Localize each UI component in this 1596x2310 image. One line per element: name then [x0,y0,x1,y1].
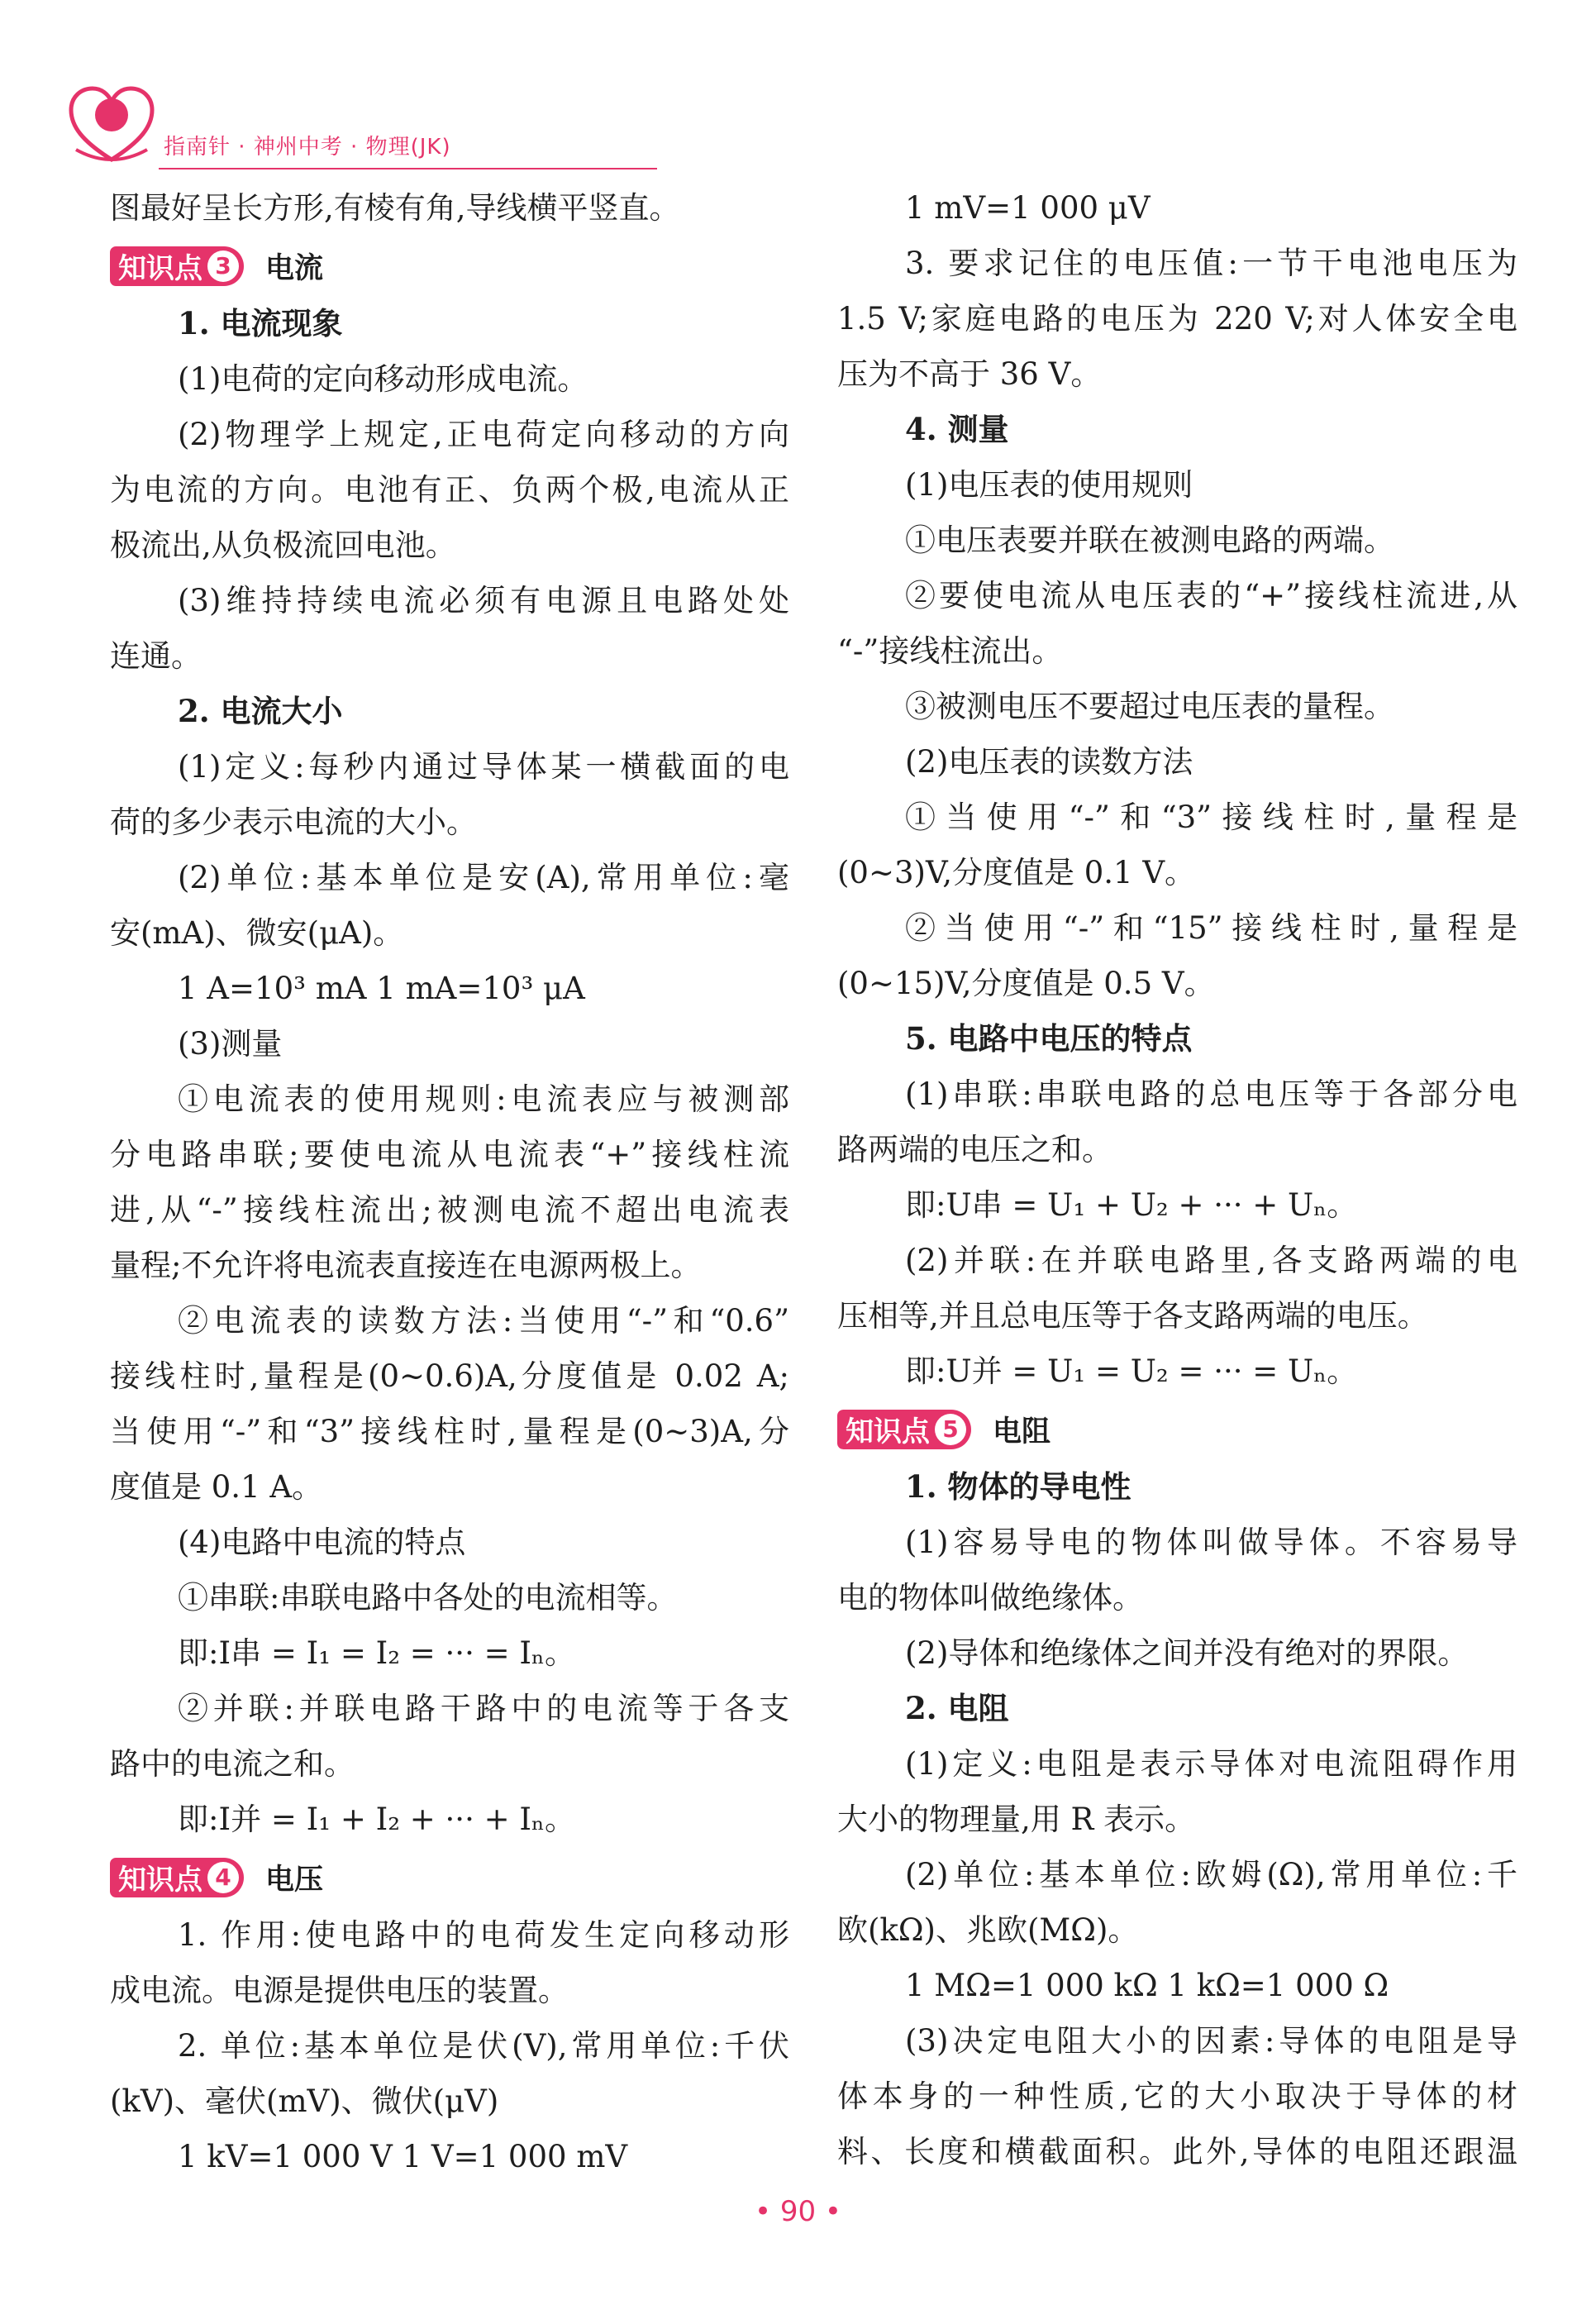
text-line: 安(mA)、微安(μA)。 [110,915,404,951]
knowledge-point-label: 知识点 [846,1415,930,1449]
text-line: 欧(kΩ)、兆欧(MΩ)。 [837,1912,1139,1948]
text-line: 5. 电路中电压的特点 [905,1020,1193,1057]
text-line: 1. 作用:使电路中的电荷发生定向移动形 [178,1917,789,1953]
text-line: 1 MΩ=1 000 kΩ 1 kΩ=1 000 Ω [905,1968,1389,2003]
knowledge-point-number: 4 [207,1862,239,1893]
text-line: 1.5 V;家庭电路的电压为 220 V;对人体安全电 [837,301,1517,336]
text-line: 电的物体叫做绝缘体。 [837,1580,1143,1616]
knowledge-point-heading [110,1847,789,1907]
text-line: 图最好呈长方形,有棱有角,导线横平竖直。 [110,190,680,226]
text-line: 量程;不允许将电流表直接连在电源两极上。 [110,1248,702,1283]
text-line: ①当使用“-”和“3”接线柱时,量程是 [905,799,1517,835]
text-line: 2. 电流大小 [178,693,343,729]
text-line: 进,从“-”接线柱流出;被测电流不超出电流表 [110,1192,789,1228]
text-line: 当使用“-”和“3”接线柱时,量程是(0~3)A,分 [110,1414,789,1449]
text-line: 即:U串 = U₁ + U₂ + ··· + Uₙ。 [905,1187,1358,1223]
text-line: (2)电压表的读数方法 [905,744,1193,780]
knowledge-point-heading [837,1399,1517,1459]
right-column [837,180,1517,2179]
heart-logo-icon [66,84,157,166]
text-line: ①电压表要并联在被测电路的两端。 [905,523,1394,558]
text-line: 分电路串联;要使电流从电流表“+”接线柱流 [110,1137,789,1172]
text-line: 大小的物理量,用 R 表示。 [837,1802,1196,1837]
text-line: (2)物理学上规定,正电荷定向移动的方向 [178,417,789,452]
text-line: 极流出,从负极流回电池。 [110,527,456,563]
left-column [110,180,789,2184]
text-line: 接线柱时,量程是(0~0.6)A,分度值是 0.02 A; [110,1358,789,1394]
text-line: 连通。 [110,638,202,674]
knowledge-point-badge [837,1410,971,1449]
knowledge-point-number: 5 [935,1414,966,1445]
text-line: 1. 物体的导电性 [905,1468,1131,1505]
text-line: 即:U并 = U₁ = U₂ = ··· = Uₙ。 [905,1353,1358,1389]
text-line: 料、长度和横截面积。此外,导体的电阻还跟温 [837,2134,1517,2169]
text-line: 2. 电阻 [905,1690,1009,1726]
page-header [66,79,595,169]
knowledge-point-badge [110,1858,244,1897]
knowledge-point-title: 电压 [265,1863,324,1897]
text-line: 路两端的电压之和。 [837,1132,1112,1167]
text-line: “-”接线柱流出。 [837,633,1063,669]
text-line: 荷的多少表示电流的大小。 [110,804,477,840]
knowledge-point-heading [110,236,789,296]
text-line: 1 A=10³ mA 1 mA=10³ μA [178,971,585,1006]
text-line: ②当使用“-”和“15”接线柱时,量程是 [905,910,1517,946]
knowledge-point-label: 知识点 [118,252,202,285]
text-line: (3)测量 [178,1026,283,1062]
knowledge-point-number: 3 [207,251,239,282]
text-line: 1. 电流现象 [178,305,343,341]
text-line: (2)并联:在并联电路里,各支路两端的电 [905,1243,1517,1278]
text-line: (2)单位:基本单位:欧姆(Ω),常用单位:千 [905,1857,1517,1892]
knowledge-point-title: 电流 [265,251,324,285]
text-line: (1)容易导电的物体叫做导体。不容易导 [905,1525,1517,1560]
text-line: 为电流的方向。电池有正、负两个极,电流从正 [110,472,789,508]
text-line: (0~3)V,分度值是 0.1 V。 [837,855,1196,890]
text-line: (1)电压表的使用规则 [905,467,1193,503]
knowledge-point-title: 电阻 [993,1415,1051,1449]
text-line: (3)维持持续电流必须有电源且电路处处 [178,583,789,618]
header-title: 指南针 · 神州中考 · 物理(JK) [164,135,451,160]
text-line: ②并联:并联电路干路中的电流等于各支 [178,1691,789,1726]
text-line: 路中的电流之和。 [110,1746,355,1782]
header-divider [159,168,657,169]
text-line: 体本身的一种性质,它的大小取决于导体的材 [837,2079,1517,2114]
text-line: 2. 单位:基本单位是伏(V),常用单位:千伏 [178,2028,789,2064]
text-line: (1)定义:每秒内通过导体某一横截面的电 [178,749,789,785]
text-line: (2)导体和绝缘体之间并没有绝对的界限。 [905,1635,1469,1671]
text-line: (4)电路中电流的特点 [178,1525,466,1560]
text-line: ②要使电流从电压表的“+”接线柱流进,从 [905,578,1517,613]
page-number: • 90 • [755,2195,841,2228]
text-line: 1 kV=1 000 V 1 V=1 000 mV [178,2139,628,2174]
text-line: ①电流表的使用规则:电流表应与被测部 [178,1081,789,1117]
text-line: (2)单位:基本单位是安(A),常用单位:毫 [178,860,789,895]
text-line: (1)定义:电阻是表示导体对电流阻碍作用 [905,1746,1517,1782]
text-line: 即:I串 = I₁ = I₂ = ··· = Iₙ。 [178,1635,575,1671]
text-line: 度值是 0.1 A。 [110,1469,323,1505]
text-line: 即:I并 = I₁ + I₂ + ··· + Iₙ。 [178,1802,575,1837]
text-line: 1 mV=1 000 μV [905,190,1151,226]
text-line: (1)串联:串联电路的总电压等于各部分电 [905,1076,1517,1112]
text-line: (1)电荷的定向移动形成电流。 [178,361,588,397]
text-line: ③被测电压不要超过电压表的量程。 [905,689,1394,724]
knowledge-point-label: 知识点 [118,1864,202,1897]
text-line: ①串联:串联电路中各处的电流相等。 [178,1580,678,1616]
text-line: (kV)、毫伏(mV)、微伏(μV) [110,2083,499,2119]
knowledge-point-badge [110,246,244,286]
text-line: 成电流。电源是提供电压的装置。 [110,1973,569,2008]
text-line: 4. 测量 [905,411,1009,447]
text-line: 3. 要求记住的电压值:一节干电池电压为 [905,246,1517,281]
text-line: ②电流表的读数方法:当使用“-”和“0.6” [178,1303,789,1339]
text-line: 压为不高于 36 V。 [837,356,1102,392]
text-line: (3)决定电阻大小的因素:导体的电阻是导 [905,2023,1517,2059]
text-line: (0~15)V,分度值是 0.5 V。 [837,966,1215,1001]
text-line: 压相等,并且总电压等于各支路两端的电压。 [837,1298,1428,1334]
